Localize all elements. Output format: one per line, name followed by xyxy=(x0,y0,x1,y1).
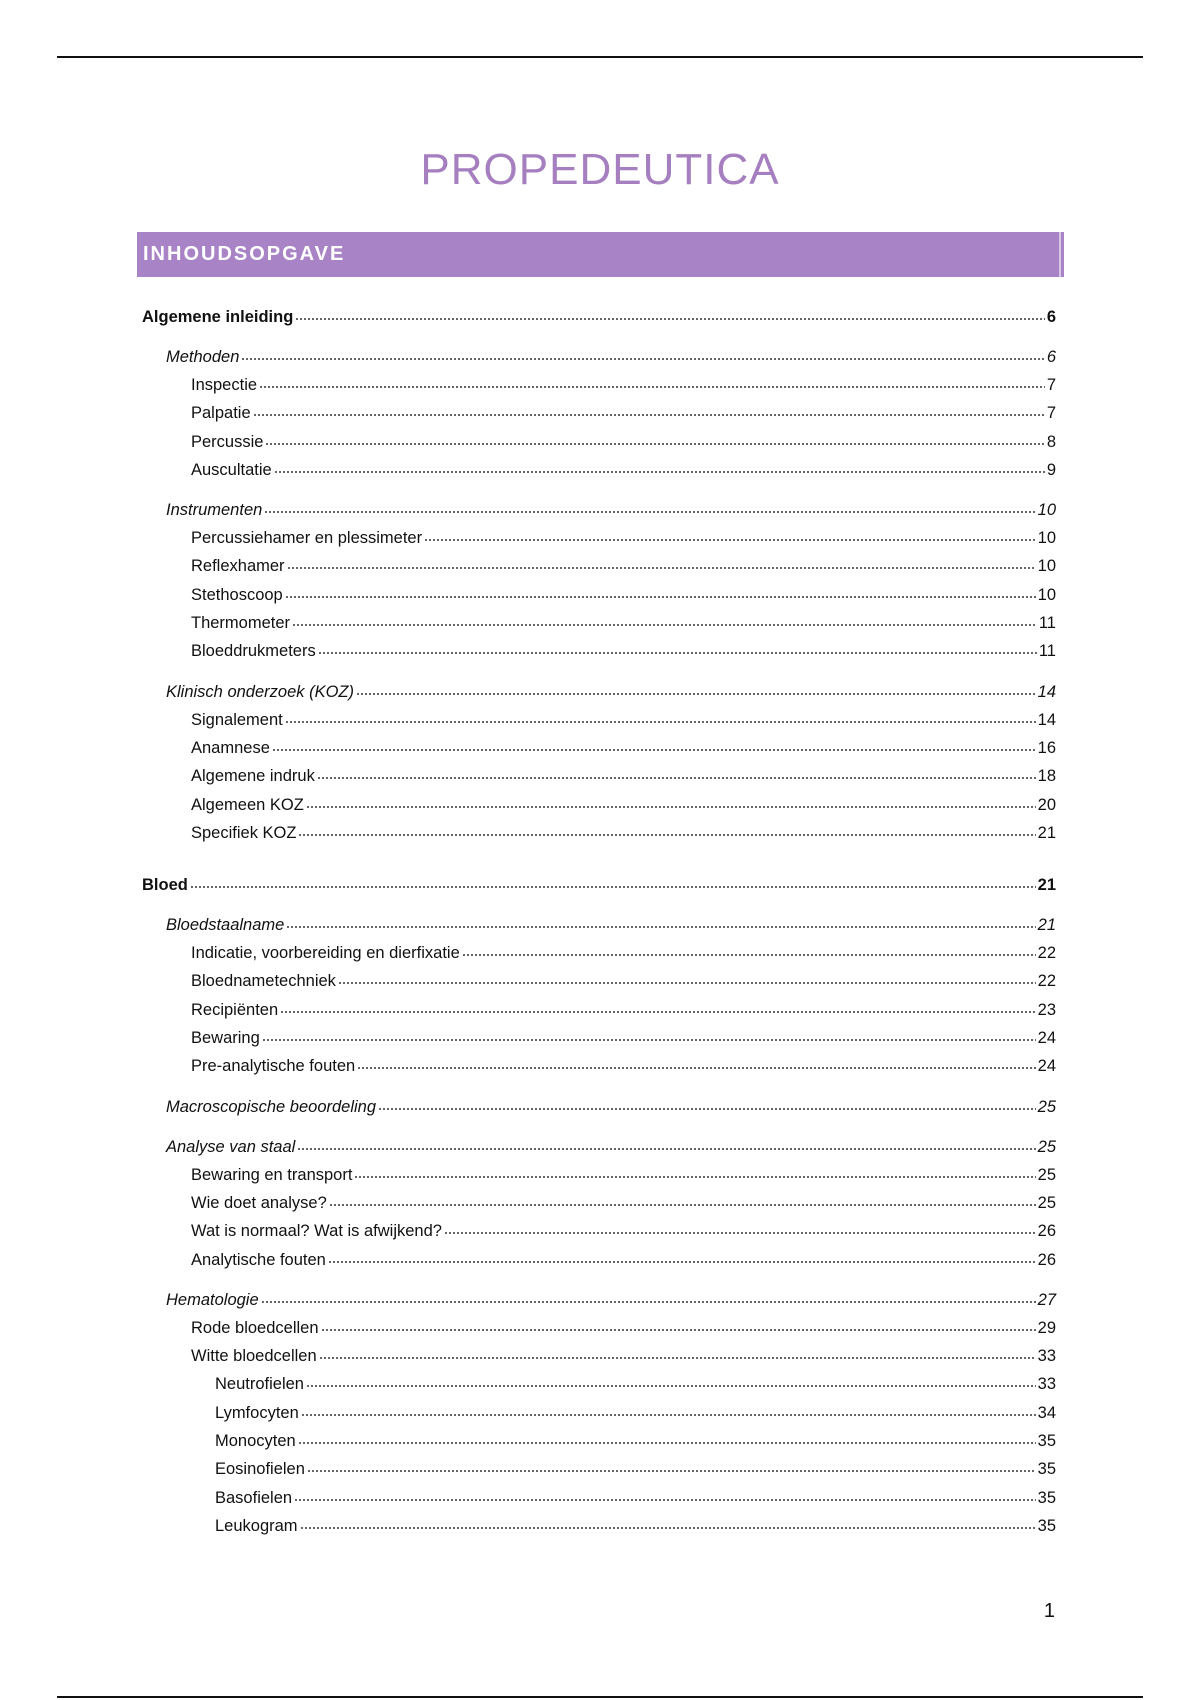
dot-leader xyxy=(319,1344,1036,1361)
toc-entry-page: 21 xyxy=(1037,916,1056,935)
dot-leader xyxy=(301,1400,1036,1417)
toc-entry-page: 27 xyxy=(1037,1290,1056,1309)
toc-entry-title: Wat is normaal? Wat is afwijkend? xyxy=(191,1222,442,1241)
toc-entry-title: Macroscopische beoordeling xyxy=(166,1097,377,1116)
toc-entry-percussie[interactable] xyxy=(142,428,1056,456)
toc-entry-anamnese[interactable] xyxy=(142,734,1056,762)
toc-entry-title: Eosinofielen xyxy=(215,1460,305,1479)
toc-entry-algemeen-koz[interactable] xyxy=(142,791,1056,819)
toc-entry-bloeddrukmeters[interactable] xyxy=(142,637,1056,665)
toc-entry-page: 22 xyxy=(1037,972,1056,991)
toc-entry-title: Algemene inleiding xyxy=(142,308,294,326)
toc-entry-page: 35 xyxy=(1037,1460,1056,1479)
toc-entry-bloedstaalname[interactable] xyxy=(142,911,1056,939)
toc-entry-title: Lymfocyten xyxy=(215,1403,299,1422)
toc-entry-auscultatie[interactable] xyxy=(142,456,1056,484)
toc-entry-title: Bewaring en transport xyxy=(191,1165,353,1184)
toc-entry-page: 18 xyxy=(1037,767,1056,786)
toc-entry-page: 6 xyxy=(1046,348,1056,366)
toc-entry-analytische-fouten[interactable] xyxy=(142,1246,1056,1274)
toc-entry-title: Witte bloedcellen xyxy=(191,1347,317,1366)
toc-entry-title: Hematologie xyxy=(166,1290,259,1309)
dot-leader xyxy=(338,969,1036,986)
toc-entry-page: 10 xyxy=(1037,585,1056,604)
toc-entry-pre-analytische-fouten[interactable] xyxy=(142,1052,1056,1080)
toc-entry-instrumenten[interactable] xyxy=(142,496,1056,524)
toc-heading: INHOUDSOPGAVE xyxy=(137,232,1064,277)
dot-leader xyxy=(286,913,1035,930)
toc-entry-title: Bewaring xyxy=(191,1029,260,1048)
dot-leader xyxy=(307,1457,1036,1474)
dot-leader xyxy=(306,1372,1036,1389)
dot-leader xyxy=(285,582,1036,599)
toc-entry-page: 26 xyxy=(1037,1222,1056,1241)
toc-entry-title: Algemene indruk xyxy=(191,767,315,786)
toc-entry-page: 10 xyxy=(1037,529,1056,548)
toc-entry-page: 26 xyxy=(1037,1250,1056,1269)
toc-entry-title: Instrumenten xyxy=(166,501,263,520)
toc-entry-specifiek-koz[interactable] xyxy=(142,819,1056,847)
dot-leader xyxy=(354,1162,1035,1179)
toc-entry-title: Bloednametechniek xyxy=(191,972,336,991)
toc-entry-title: Percussiehamer en plessimeter xyxy=(191,529,423,548)
dot-leader xyxy=(272,735,1036,752)
toc-entry-page: 23 xyxy=(1037,1000,1056,1019)
dot-leader xyxy=(329,1190,1036,1207)
toc-entry-stethoscoop[interactable] xyxy=(142,581,1056,609)
toc-entry-title: Analytische fouten xyxy=(191,1250,326,1269)
dot-leader xyxy=(253,401,1045,418)
dot-leader xyxy=(300,1513,1036,1530)
bottom-rule xyxy=(57,1696,1143,1698)
toc-entry-title: Signalement xyxy=(191,710,283,729)
dot-leader xyxy=(318,639,1037,656)
toc-entry-indicatie[interactable] xyxy=(142,939,1056,967)
toc-entry-title: Basofielen xyxy=(215,1488,293,1507)
dot-leader xyxy=(444,1219,1036,1236)
toc-entry-page: 8 xyxy=(1046,432,1056,451)
toc-entry-page: 33 xyxy=(1037,1375,1056,1394)
toc-entry-title: Bloed xyxy=(142,876,188,895)
dot-leader xyxy=(294,1485,1036,1502)
toc-entry-page: 24 xyxy=(1037,1057,1056,1076)
toc-entry-page: 21 xyxy=(1037,823,1056,842)
toc-entry-thermometer[interactable] xyxy=(142,609,1056,637)
dot-leader xyxy=(378,1094,1036,1111)
toc-entry-title: Auscultatie xyxy=(191,460,272,479)
toc-entry-title: Pre-analytische fouten xyxy=(191,1057,356,1076)
toc-entry-eosinofielen[interactable] xyxy=(142,1455,1056,1483)
toc-entry-monocyten[interactable] xyxy=(142,1427,1056,1455)
toc-entry-page: 11 xyxy=(1038,614,1056,633)
toc-entry-leukogram[interactable] xyxy=(142,1512,1056,1540)
dot-leader xyxy=(462,941,1036,958)
dot-leader xyxy=(261,1287,1036,1304)
toc-entry-basofielen[interactable] xyxy=(142,1484,1056,1512)
toc-entry-macroscopische-beoordeling[interactable] xyxy=(142,1093,1056,1121)
toc-entry-wat-is-normaal[interactable] xyxy=(142,1217,1056,1245)
page-number: 1 xyxy=(1043,1600,1055,1622)
toc-entry-bloednametechniek[interactable] xyxy=(142,967,1056,995)
toc-entry-page: 22 xyxy=(1037,944,1056,963)
toc-entry-title: Specifiek KOZ xyxy=(191,823,297,842)
toc-entry-title: Neutrofielen xyxy=(215,1375,304,1394)
toc-entry-title: Klinisch onderzoek (KOZ) xyxy=(166,682,354,701)
toc-entry-title: Indicatie, voorbereiding en dierfixatie xyxy=(191,944,460,963)
document-title: PROPEDEUTICA xyxy=(420,145,780,194)
toc-entry-neutrofielen[interactable] xyxy=(142,1370,1056,1398)
dot-leader xyxy=(424,526,1036,543)
toc-entry-hematologie[interactable] xyxy=(142,1286,1056,1314)
dot-leader xyxy=(241,345,1044,362)
toc-entry-title: Stethoscoop xyxy=(191,585,283,604)
toc-entry-analyse-van-staal[interactable] xyxy=(142,1133,1056,1161)
dot-leader xyxy=(306,792,1036,809)
toc-entry-page: 7 xyxy=(1046,376,1056,394)
dot-leader xyxy=(317,764,1036,781)
toc-entry-page: 35 xyxy=(1037,1516,1056,1535)
dot-leader xyxy=(297,1134,1035,1151)
toc-entry-page: 16 xyxy=(1037,738,1056,757)
dot-leader xyxy=(280,997,1036,1014)
toc-entry-rode-bloedcellen[interactable] xyxy=(142,1314,1056,1342)
dot-leader xyxy=(295,305,1045,322)
toc-entry-title: Percussie xyxy=(191,432,264,451)
toc-entry-reflexhamer[interactable] xyxy=(142,552,1056,580)
dot-leader xyxy=(285,707,1036,724)
toc-entry-title: Reflexhamer xyxy=(191,557,285,576)
toc-entry-page: 14 xyxy=(1037,710,1056,729)
dot-leader xyxy=(328,1247,1036,1264)
toc-entry-bloed[interactable] xyxy=(142,871,1056,899)
toc-entry-methoden[interactable] xyxy=(142,343,1056,371)
dot-leader xyxy=(190,873,1036,890)
toc-entry-page: 14 xyxy=(1037,682,1056,701)
toc-entry-page: 21 xyxy=(1037,876,1056,895)
table-of-contents xyxy=(142,303,1056,1540)
toc-entry-title: Methoden xyxy=(166,348,240,366)
toc-entry-title: Wie doet analyse? xyxy=(191,1193,327,1212)
toc-entry-page: 11 xyxy=(1038,642,1056,661)
toc-entry-page: 9 xyxy=(1046,460,1056,479)
toc-entry-page: 34 xyxy=(1037,1403,1056,1422)
toc-entry-signalement[interactable] xyxy=(142,706,1056,734)
toc-entry-page: 10 xyxy=(1037,557,1056,576)
toc-entry-title: Rode bloedcellen xyxy=(191,1318,319,1337)
toc-entry-lymfocyten[interactable] xyxy=(142,1399,1056,1427)
toc-entry-title: Analyse van staal xyxy=(166,1137,296,1156)
top-rule xyxy=(57,56,1143,58)
toc-entry-page: 6 xyxy=(1046,308,1056,326)
toc-entry-page: 7 xyxy=(1046,404,1056,423)
toc-entry-title: Bloedstaalname xyxy=(166,916,285,935)
toc-entry-title: Palpatie xyxy=(191,404,251,423)
toc-entry-title: Recipiënten xyxy=(191,1000,279,1019)
toc-entry-page: 20 xyxy=(1037,795,1056,814)
dot-leader xyxy=(298,1429,1036,1446)
toc-entry-page: 25 xyxy=(1037,1165,1056,1184)
toc-entry-bewaring-en-transport[interactable] xyxy=(142,1161,1056,1189)
dot-leader xyxy=(274,457,1045,474)
toc-entry-page: 24 xyxy=(1037,1029,1056,1048)
toc-entry-title: Leukogram xyxy=(215,1516,298,1535)
toc-entry-title: Thermometer xyxy=(191,614,291,633)
toc-entry-page: 35 xyxy=(1037,1488,1056,1507)
toc-entry-page: 10 xyxy=(1037,501,1056,520)
toc-entry-recipienten[interactable] xyxy=(142,996,1056,1024)
dot-leader xyxy=(262,1026,1036,1043)
toc-entry-percussiehamer[interactable] xyxy=(142,524,1056,552)
toc-entry-page: 33 xyxy=(1037,1347,1056,1366)
dot-leader xyxy=(357,1054,1035,1071)
toc-entry-algemene-inleiding[interactable] xyxy=(142,303,1056,331)
toc-entry-klinisch-onderzoek[interactable] xyxy=(142,678,1056,706)
toc-entry-bewaring[interactable] xyxy=(142,1024,1056,1052)
toc-entry-page: 35 xyxy=(1037,1432,1056,1451)
toc-entry-page: 25 xyxy=(1037,1097,1056,1116)
dot-leader xyxy=(298,820,1035,837)
toc-entry-page: 25 xyxy=(1037,1137,1056,1156)
toc-entry-inspectie[interactable] xyxy=(142,371,1056,399)
toc-entry-algemene-indruk[interactable] xyxy=(142,762,1056,790)
toc-entry-page: 25 xyxy=(1037,1193,1056,1212)
dot-leader xyxy=(292,611,1037,628)
toc-entry-title: Anamnese xyxy=(191,738,270,757)
toc-entry-title: Bloeddrukmeters xyxy=(191,642,316,661)
dot-leader xyxy=(287,554,1036,571)
toc-entry-title: Inspectie xyxy=(191,376,258,394)
toc-entry-witte-bloedcellen[interactable] xyxy=(142,1342,1056,1370)
dot-leader xyxy=(264,498,1035,515)
toc-entry-palpatie[interactable] xyxy=(142,399,1056,427)
toc-entry-page: 29 xyxy=(1037,1318,1056,1337)
dot-leader xyxy=(321,1315,1036,1332)
toc-entry-title: Monocyten xyxy=(215,1432,296,1451)
toc-entry-title: Algemeen KOZ xyxy=(191,795,304,814)
dot-leader xyxy=(356,679,1036,696)
toc-entry-wie-doet-analyse[interactable] xyxy=(142,1189,1056,1217)
dot-leader xyxy=(259,373,1045,390)
dot-leader xyxy=(265,429,1044,446)
